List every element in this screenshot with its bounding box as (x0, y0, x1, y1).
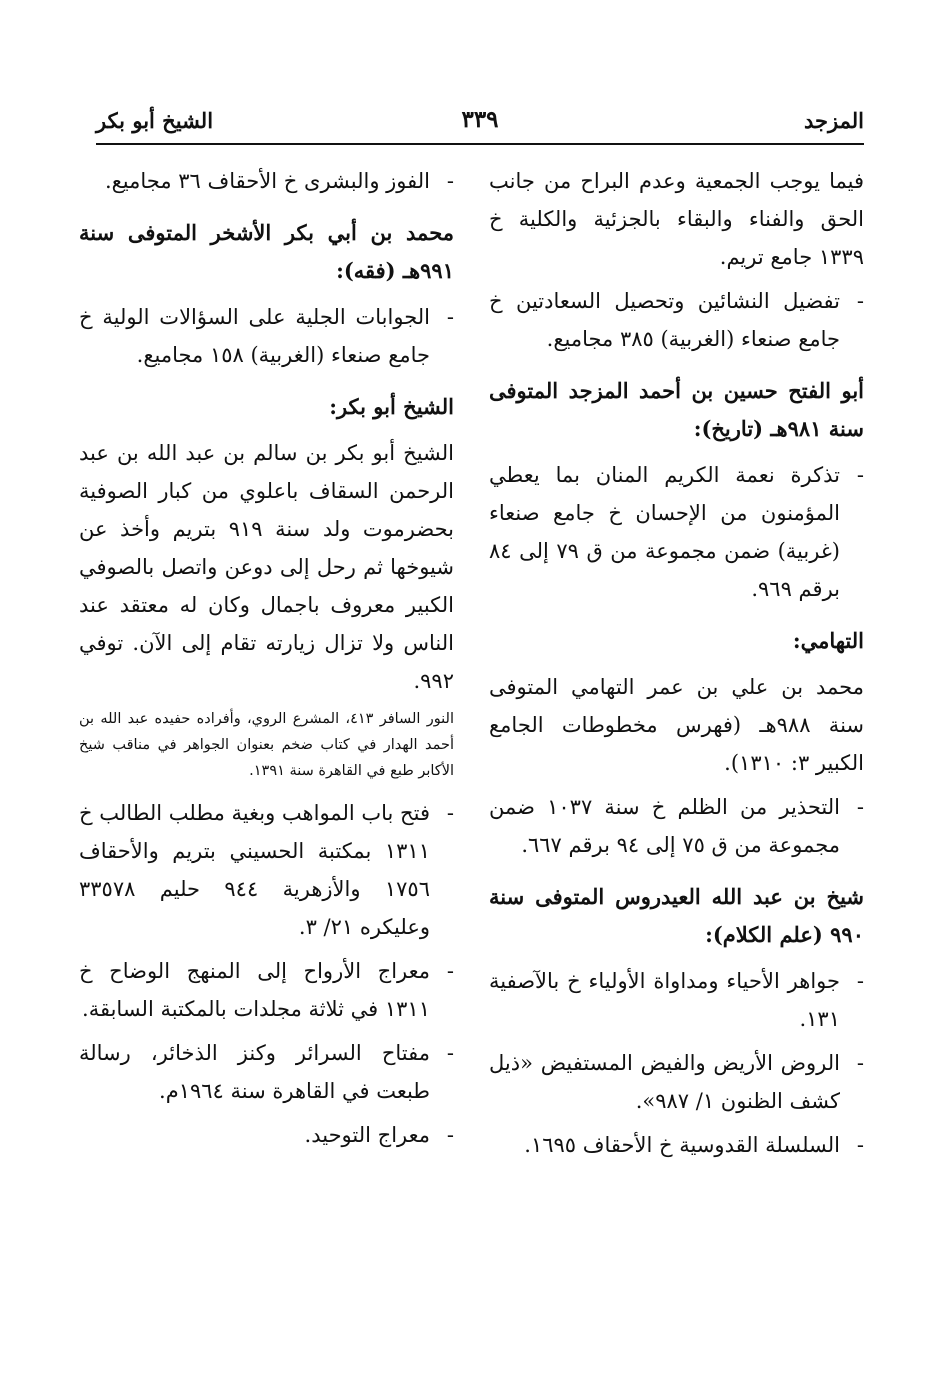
list-dash: - (446, 959, 454, 983)
list-item-text: مفتاح السرائر وكنز الذخائر، رسالة طبعت في القاهرة سنة ١٩٦٤م. (79, 1041, 430, 1103)
paragraph: الشيخ أبو بكر بن سالم بن عبد الله بن عبد الرحمن السقاف باعلوي من كبار الصوفية بحضرموت ولد سنة ٩١٩ بتريم وأخذ عن شيوخها ثم رحل إلى دوعن واتصل بالصوفي الكبير معروف باجمال وكان له معتقد عند الناس ولا تزال زيارته تقام إلى الآن. توفي ٩٩٢. (79, 441, 454, 693)
list-dash: - (856, 1051, 864, 1075)
list-dash: - (446, 169, 454, 193)
list-item (79, 1116, 454, 1154)
list-dash: - (856, 463, 864, 487)
list-item (79, 1034, 454, 1110)
footnote: النور السافر ٤١٣، المشرع الروي، وأفراده حفيده عبد الله بن أحمد الهدار في كتاب ضخم بعنوان الجواهر في مناقب شيخ الأكابر طبع في القاهرة سنة ١٣٩١. (79, 711, 455, 779)
list-item-text: الروض الأريض والفيض المستفيض «ذيل كشف الظنون ١/ ٩٨٧». (489, 1051, 840, 1113)
list-dash: - (856, 1133, 864, 1157)
list-dash: - (446, 305, 454, 329)
list-item-text: معراج الأرواح إلى المنهج الوضاح خ ١٣١١ في ثلاثة مجلدات بالمكتبة السابقة. (79, 959, 430, 1021)
list-item (489, 962, 864, 1038)
section-heading: محمد بن أبي بكر الأشخر المتوفى سنة ٩٩١هـ (فقه): (79, 220, 454, 283)
paragraph: فيما يوجب الجمعية وعدم البراح من جانب الحق والفناء والبقاء بالجزئية والكلية خ ١٣٣٩ جامع تريم. (489, 169, 864, 269)
list-item-text: جواهر الأحياء ومداواة الأولياء خ بالآصفية ١٣١. (489, 969, 840, 1031)
list-item (489, 282, 864, 358)
list-item (79, 952, 454, 1028)
list-dash: - (446, 1041, 454, 1065)
section-heading: الشيخ أبو بكر: (329, 394, 454, 419)
list-item-text: الفوز والبشرى خ الأحقاف ٣٦ مجاميع. (104, 169, 430, 193)
list-item (489, 788, 864, 864)
right-column (489, 162, 864, 1170)
header-rule (96, 143, 864, 145)
list-dash: - (856, 795, 864, 819)
list-item-text: فتح باب المواهب وبغية مطلب الطالب خ ١٣١١ بمكتبة الحسيني بتريم والأحقاف ١٧٥٦ والأزهرية ٩٤٤ حليم ٣٣٥٧٨ وعليكره ٢١/ ٣. (79, 801, 430, 939)
paragraph: محمد بن علي بن عمر التهامي المتوفى سنة ٩٨٨هـ (فهرس مخطوطات الجامع الكبير ٣: ١٣١٠). (489, 675, 864, 775)
section-heading: أبو الفتح حسين بن أحمد المزجد المتوفى سنة ٩٨١هـ (تاريخ): (489, 378, 864, 441)
header-right-title: المزجد (804, 108, 864, 133)
page-number: ٣٣٩ (461, 106, 499, 133)
list-dash: - (446, 1123, 454, 1147)
list-dash: - (856, 289, 864, 313)
list-item-text: السلسلة القدوسية خ الأحقاف ١٦٩٥. (524, 1133, 840, 1157)
list-item-text: تذكرة نعمة الكريم المنان بما يعطي المؤمنون من الإحسان خ جامع صنعاء (غربية) ضمن مجموعة من ق ٧٩ إلى ٨٤ برقم ٩٦٩. (489, 463, 841, 601)
list-item (489, 1044, 864, 1120)
page-header (96, 108, 864, 142)
header-left-title: الشيخ أبو بكر (96, 108, 214, 133)
section-heading: التهامي: (792, 628, 864, 653)
list-item-text: الجوابات الجلية على السؤالات الولية خ جامع صنعاء (الغربية) ١٥٨ مجاميع. (79, 305, 430, 367)
list-item-text: تفضيل النشائين وتحصيل السعادتين خ جامع صنعاء (الغربية) ٣٨٥ مجاميع. (489, 289, 840, 351)
list-dash: - (446, 801, 454, 825)
list-dash: - (856, 969, 864, 993)
left-column (79, 162, 454, 1160)
list-item (489, 456, 864, 608)
list-item-text: التحذير من الظلم خ سنة ١٠٣٧ ضمن مجموعة من ق ٧٥ إلى ٩٤ برقم ٦٦٧. (489, 795, 840, 857)
list-item (489, 1126, 864, 1164)
section-heading: شيخ بن عبد الله العيدروس المتوفى سنة ٩٩٠ (علم الكلام): (489, 884, 864, 947)
list-item (79, 162, 454, 200)
list-item-text: معراج التوحيد. (304, 1123, 430, 1147)
list-item (79, 794, 454, 946)
list-item (79, 298, 454, 374)
